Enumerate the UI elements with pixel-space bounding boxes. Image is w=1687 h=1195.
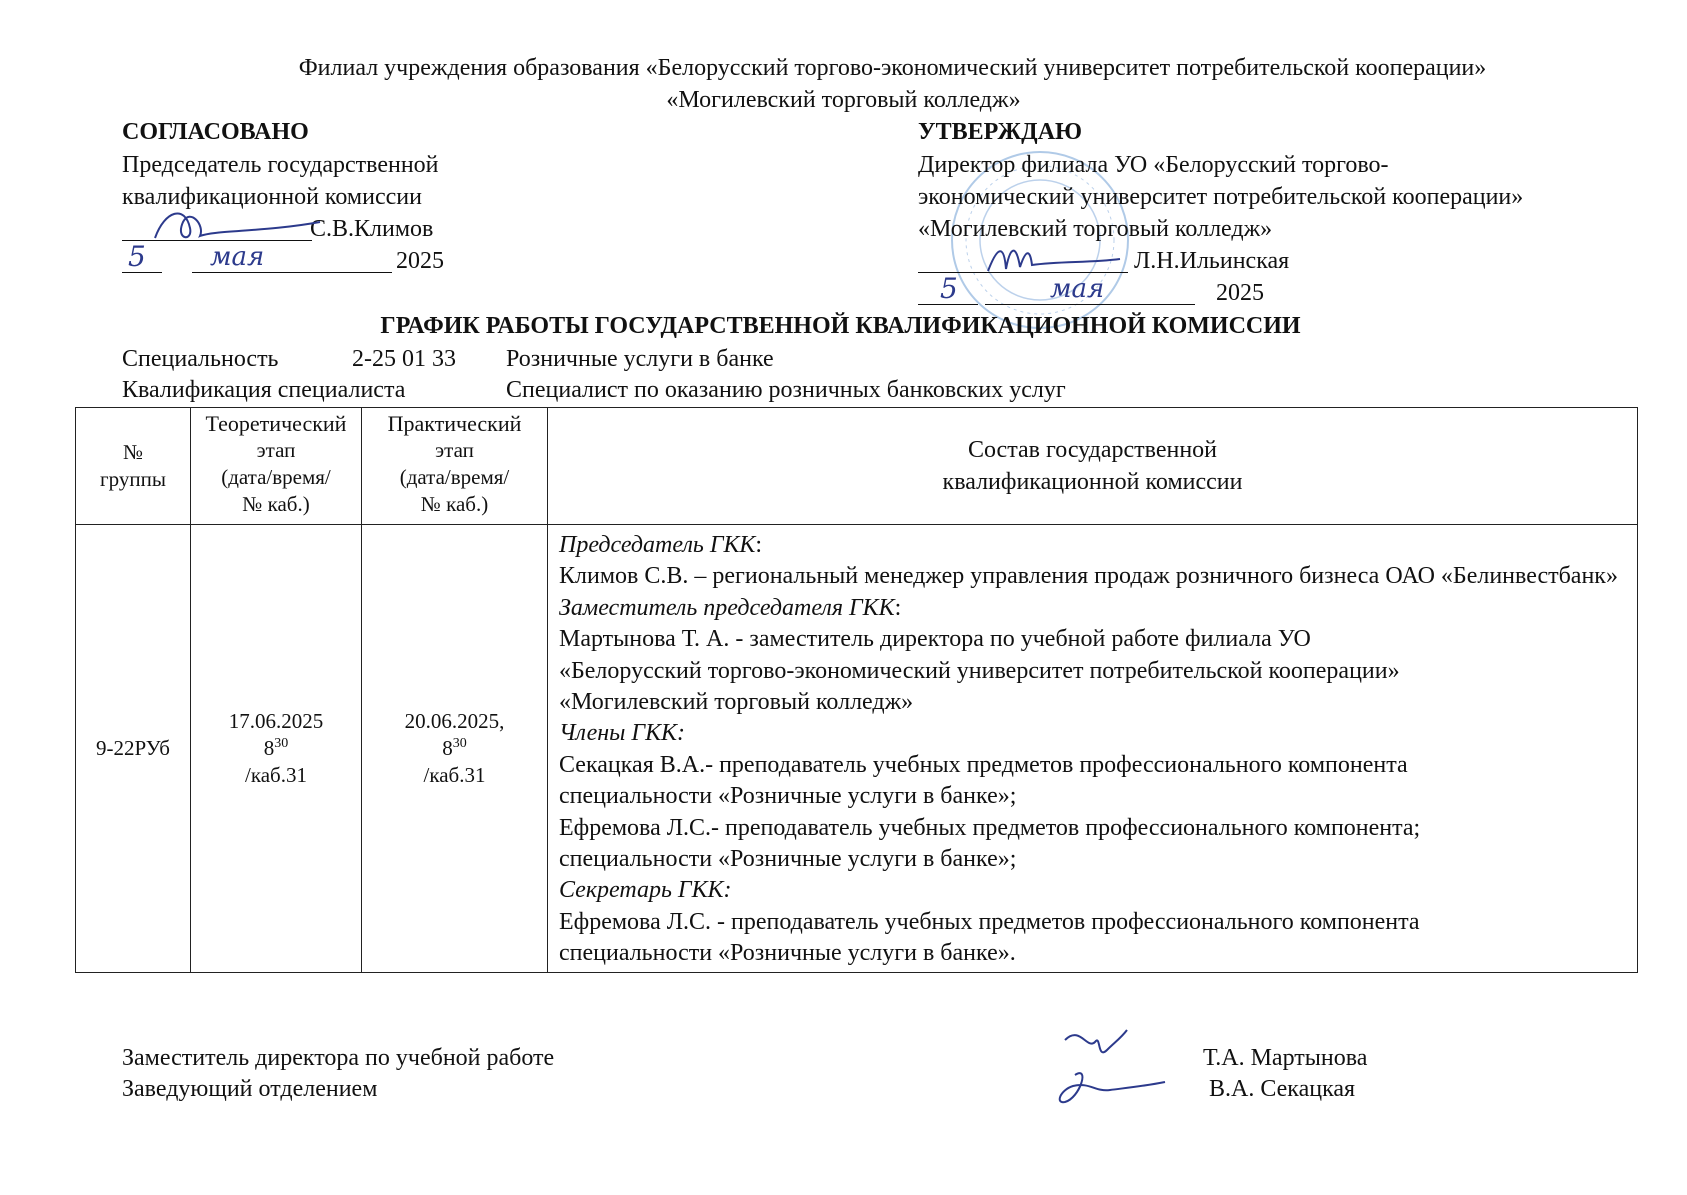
agreed-title: СОГЛАСОВАНО xyxy=(122,119,309,145)
group-number-cell: 9-22РУб xyxy=(76,525,191,973)
header-composition-line-1: Состав государственной xyxy=(967,437,1218,463)
approved-title: УТВЕРЖДАЮ xyxy=(918,119,1083,145)
department-head-name: В.А. Секацкая xyxy=(1209,1076,1356,1102)
agreed-date-day-handwritten: 5 xyxy=(128,240,146,273)
theory-time-hour: 8 xyxy=(263,735,275,760)
member-1-line-2: специальности «Розничные услуги в банке»; xyxy=(559,783,1017,810)
document-title xyxy=(0,310,1687,342)
institution-line-2: «Могилевский торговый колледж» xyxy=(666,87,1021,113)
specialty-name: Розничные услуги в банке xyxy=(506,346,774,372)
approved-position-line-3: «Могилевский торговый колледж» xyxy=(918,216,1273,242)
header-theory-line-1: Теоретический xyxy=(205,411,347,436)
approved-position-line-2: экономический университет потребительской кооперации» xyxy=(918,184,1524,210)
deputy-director-name: Т.А. Мартынова xyxy=(1203,1045,1368,1071)
department-head-title: Заведующий отделением xyxy=(122,1076,378,1102)
chair-heading: Председатель ГКК: xyxy=(559,532,763,558)
agreed-position-line-2: квалификационной комиссии xyxy=(122,184,422,210)
chair-label: Председатель ГКК xyxy=(559,532,756,558)
practice-stage-cell xyxy=(362,525,548,973)
secretary-line-1: Ефремова Л.С. - преподаватель учебных предметов профессионального компонента xyxy=(559,908,1420,935)
approved-year: 2025 xyxy=(1216,280,1264,306)
theory-date: 17.06.2025 xyxy=(228,708,324,733)
header-composition-line-2: квалификационной комиссии xyxy=(942,469,1243,495)
deputy-label: Заместитель председателя ГКК xyxy=(559,594,895,621)
header-group-line-1: № xyxy=(122,440,144,464)
table-row xyxy=(76,525,1638,973)
header-composition xyxy=(548,408,1638,525)
table-header-row xyxy=(76,408,1638,525)
member-1-line-1: Секацкая В.А.- преподаватель учебных предметов профессионального компонента xyxy=(559,751,1408,778)
theory-time xyxy=(193,735,359,762)
approved-date-month-line xyxy=(985,304,1195,305)
specialty-code: 2-25 01 33 xyxy=(352,346,456,372)
institution-line-1: Филиал учреждения образования «Белорусский торгово-экономический университет потребительской кооперации» xyxy=(298,55,1487,81)
header-group-number xyxy=(76,408,191,525)
practice-date: 20.06.2025, xyxy=(404,708,505,733)
approved-position-line-1: Директор филиала УО «Белорусский торгово- xyxy=(918,152,1389,178)
deputy-line-1: Мартынова Т. А. - заместитель директора по учебной работе филиала УО xyxy=(559,626,1311,653)
approved-signer-name: Л.Н.Ильинская xyxy=(1134,248,1290,274)
theory-stage-cell xyxy=(191,525,362,973)
header-group-line-2: группы xyxy=(100,467,166,491)
secretary-line-2: специальности «Розничные услуги в банке». xyxy=(559,940,1016,967)
header-practice-line-3: (дата/время/ xyxy=(399,465,510,489)
header-theory-line-4: № каб.) xyxy=(242,492,310,516)
institution-name xyxy=(0,52,1687,84)
header-theory-line-3: (дата/время/ xyxy=(221,465,331,489)
agreed-date-month-handwritten: мая xyxy=(210,242,265,272)
header-theory-line-2: этап xyxy=(256,438,296,462)
specialty-label: Специальность xyxy=(122,346,279,372)
qualification-label: Квалификация специалиста xyxy=(122,377,406,403)
deputy-line-2: «Белорусский торгово-экономический университет потребительской кооперации» xyxy=(559,657,1400,684)
commission-composition-cell xyxy=(548,525,1638,973)
header-practice-line-4: № каб.) xyxy=(420,492,489,516)
deputy-heading: Заместитель председателя ГКК: xyxy=(559,594,902,621)
agreed-year: 2025 xyxy=(396,248,444,274)
qualification-name: Специалист по оказанию розничных банковских услуг xyxy=(506,377,1066,403)
practice-time-hour: 8 xyxy=(442,735,453,760)
approved-date-day-handwritten: 5 xyxy=(940,272,958,305)
header-practice-stage xyxy=(362,408,548,525)
header-practice-line-2: этап xyxy=(435,438,474,462)
agreed-date-month-line xyxy=(192,272,392,273)
theory-room: /каб.31 xyxy=(245,762,307,787)
member-2-line-2: специальности «Розничные услуги в банке»; xyxy=(559,846,1017,873)
agreed-position-line-1: Председатель государственной xyxy=(122,152,439,178)
members-label: Члены ГКК: xyxy=(559,720,685,747)
chair-description: Климов С.В. – региональный менеджер управления продаж розничного бизнеса ОАО «Белинвестбанк» xyxy=(559,563,1618,590)
bottom-signatures-scribble xyxy=(1035,1020,1175,1115)
practice-time xyxy=(364,735,545,762)
approved-date-month-handwritten: мая xyxy=(1050,274,1105,304)
deputy-director-title: Заместитель директора по учебной работе xyxy=(122,1045,555,1071)
theory-time-minutes: 30 xyxy=(274,735,289,751)
agreed-signer-name: С.В.Климов xyxy=(310,216,434,242)
header-practice-line-1: Практический xyxy=(387,411,522,436)
schedule-table xyxy=(75,407,1638,973)
secretary-label: Секретарь ГКК: xyxy=(559,877,732,904)
document-title-text: ГРАФИК РАБОТЫ ГОСУДАРСТВЕННОЙ КВАЛИФИКАЦИОННОЙ КОМИССИИ xyxy=(380,313,1301,339)
member-2-line-1: Ефремова Л.С.- преподаватель учебных предметов профессионального компонента; xyxy=(559,814,1421,841)
deputy-line-3: «Могилевский торговый колледж» xyxy=(559,689,914,716)
practice-room: /каб.31 xyxy=(423,762,486,787)
practice-time-minutes: 30 xyxy=(452,735,467,751)
header-theory-stage xyxy=(191,408,362,525)
